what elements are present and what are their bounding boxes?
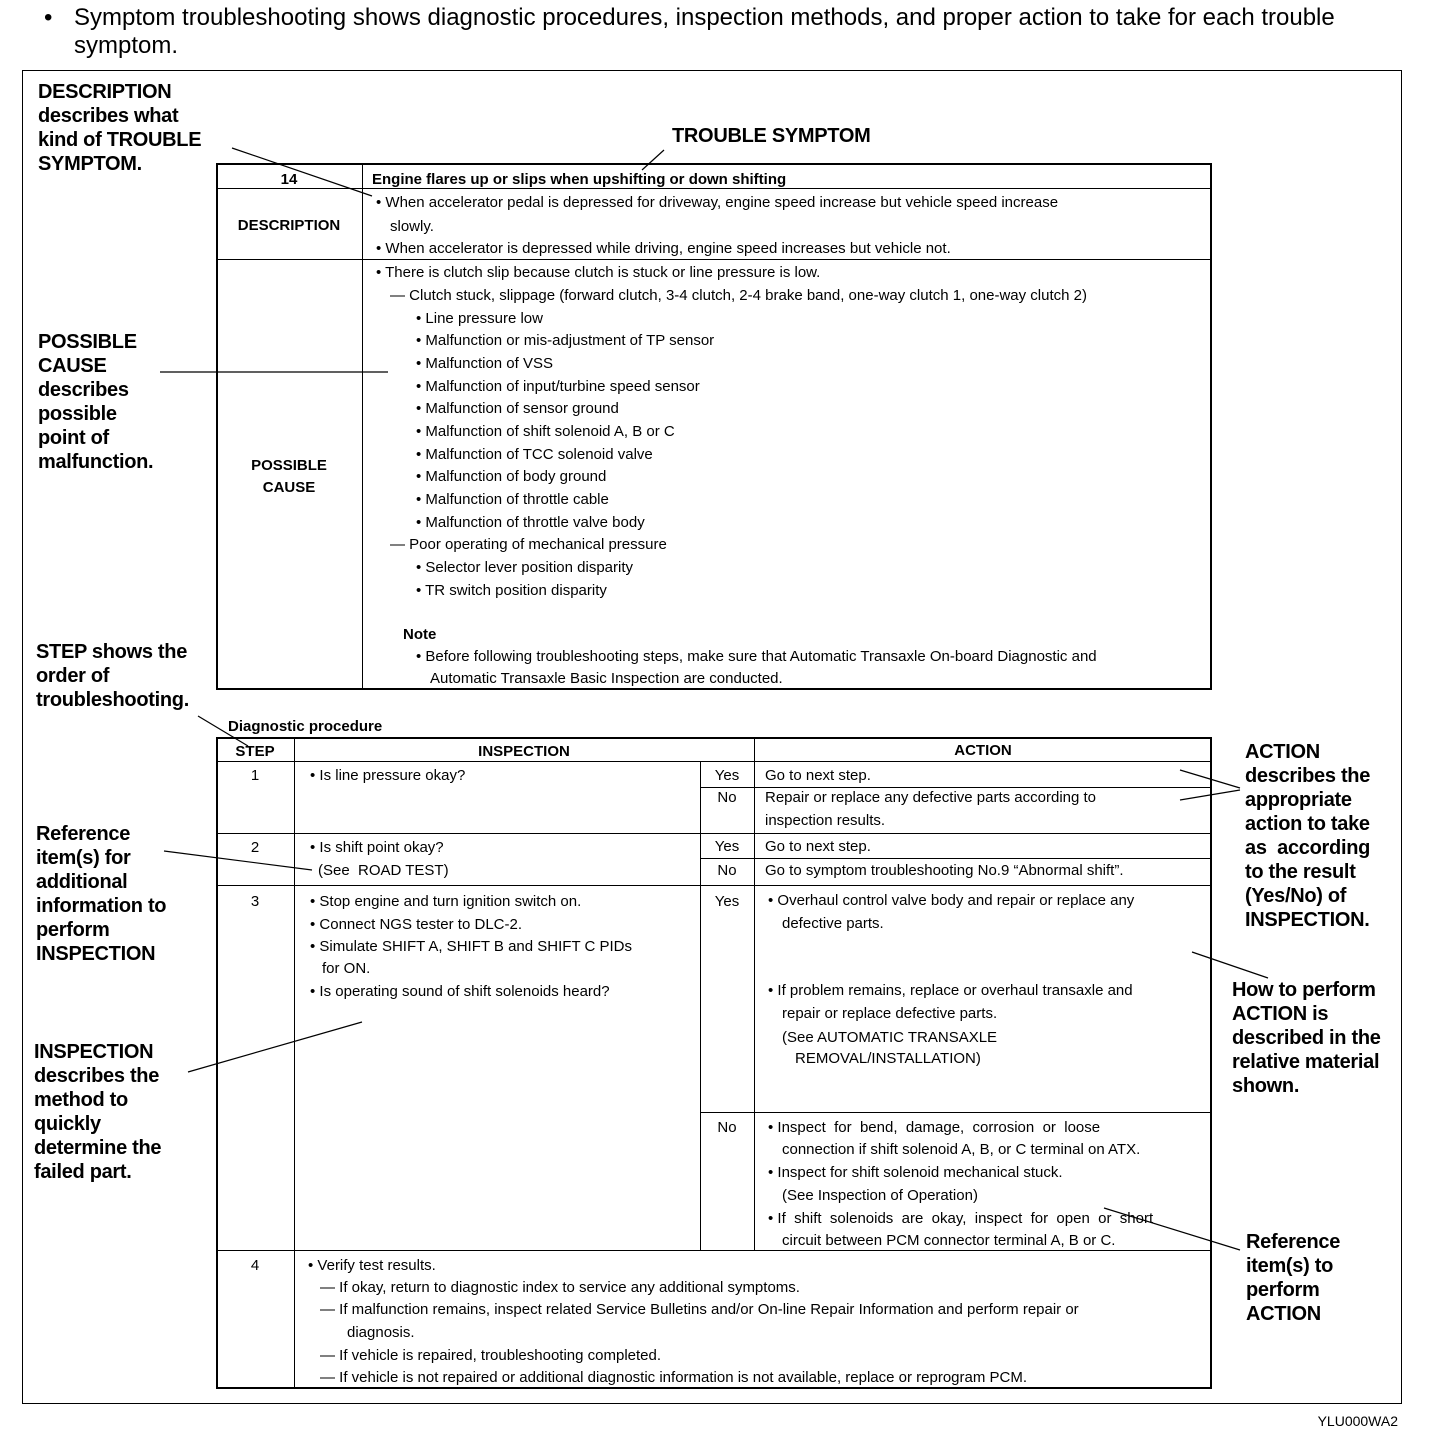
note-line: Automatic Transaxle Basic Inspection are conducted. xyxy=(430,670,783,687)
callout-possible-cause: POSSIBLE CAUSE describes possible point of malfunction. xyxy=(38,331,154,473)
callout-reference-action: Reference item(s) to perform ACTION xyxy=(1246,1231,1341,1325)
cause-item: • Malfunction of TCC solenoid valve xyxy=(416,446,653,463)
inspection-line: • Is operating sound of shift solenoids heard? xyxy=(310,983,610,1000)
description-line: slowly. xyxy=(390,218,434,235)
action-reference: (See Inspection of Operation) xyxy=(782,1187,978,1204)
inspection-line: • Connect NGS tester to DLC-2. xyxy=(310,916,522,933)
action-line: • Overhaul control valve body and repair or replace any xyxy=(768,892,1135,909)
callout-reference-inspection: Reference item(s) for additional information to perform INSPECTION xyxy=(36,823,167,965)
header-step: STEP xyxy=(235,743,275,760)
inspection-line: — If vehicle is repaired, troubleshooting completed. xyxy=(320,1347,662,1364)
no-label: No xyxy=(717,1119,737,1136)
no-label: No xyxy=(717,789,737,806)
action-line: • Inspect for shift solenoid mechanical stuck. xyxy=(768,1164,1063,1181)
callout-action: ACTION describes the appropriate action to take as according to the result (Yes/No) of INSPECTION. xyxy=(1245,741,1371,931)
yes-label: Yes xyxy=(714,893,740,910)
symptom-number: 14 xyxy=(280,171,298,188)
header-inspection: INSPECTION xyxy=(478,743,570,760)
action-line: Repair or replace any defective parts according to xyxy=(765,789,1097,806)
action-line: inspection results. xyxy=(765,812,886,829)
yes-label: Yes xyxy=(714,767,740,784)
description-line: • When accelerator is depressed while driving, engine speed increases but vehicle not. xyxy=(376,240,951,257)
possible-cause-label: POSSIBLE CAUSE xyxy=(251,457,327,496)
cause-item: • Malfunction of body ground xyxy=(416,468,607,485)
inspection-line: • Simulate SHIFT A, SHIFT B and SHIFT C PIDs xyxy=(310,938,633,955)
procedure-title: Diagnostic procedure xyxy=(228,718,383,735)
cause-item: • Malfunction of throttle cable xyxy=(416,491,609,508)
callout-trouble-symptom: TROUBLE SYMPTOM xyxy=(672,125,871,147)
yes-label: Yes xyxy=(714,838,740,855)
inspection-line: • Verify test results. xyxy=(308,1257,436,1274)
action-line: connection if shift solenoid A, B, or C terminal on ATX. xyxy=(782,1141,1141,1158)
cause-item: — Clutch stuck, slippage (forward clutch, 3-4 clutch, 2-4 brake band, one-way clutch 1, one-way clutch 2) xyxy=(390,287,1087,304)
intro-text: Symptom troubleshooting shows diagnostic procedures, inspection methods, and proper action to take for each trouble symptom. xyxy=(74,4,1335,59)
step-number: 4 xyxy=(250,1257,260,1274)
description-line: • When accelerator pedal is depressed for driveway, engine speed increase but vehicle speed increase xyxy=(376,194,1059,211)
inspection-line: • Is line pressure okay? xyxy=(310,767,466,784)
action-reference: REMOVAL/INSTALLATION) xyxy=(795,1050,981,1067)
intro-bullet: • xyxy=(44,4,53,31)
inspection-line: — If okay, return to diagnostic index to service any additional symptoms. xyxy=(320,1279,800,1296)
action-line: Go to next step. xyxy=(765,838,871,855)
cause-item: • TR switch position disparity xyxy=(416,582,607,599)
action-line: • If problem remains, replace or overhaul transaxle and xyxy=(768,982,1133,999)
callout-step: STEP shows the order of troubleshooting. xyxy=(36,641,189,711)
action-line: Go to symptom troubleshooting No.9 “Abnormal shift”. xyxy=(765,862,1124,879)
symptom-title: Engine flares up or slips when upshifting or down shifting xyxy=(372,171,787,188)
cause-item: • Malfunction of input/turbine speed sensor xyxy=(416,378,700,395)
inspection-line: — If malfunction remains, inspect related Service Bulletins and/or On-line Repair Information and perform repair or xyxy=(320,1301,1079,1318)
action-line: defective parts. xyxy=(782,915,884,932)
callout-description: DESCRIPTION describes what kind of TROUBLE SYMPTOM. xyxy=(38,81,202,175)
cause-item: • There is clutch slip because clutch is stuck or line pressure is low. xyxy=(376,264,821,281)
action-line: • If shift solenoids are okay, inspect for open or short xyxy=(768,1210,1154,1227)
action-line: repair or replace defective parts. xyxy=(782,1005,998,1022)
header-action: ACTION xyxy=(954,742,1012,759)
step-number: 2 xyxy=(250,839,260,856)
cause-item: • Selector lever position disparity xyxy=(416,559,634,576)
note-label: Note xyxy=(403,626,437,643)
inspection-line: — If vehicle is not repaired or additional diagnostic information is not available, replace or reprogram PCM. xyxy=(320,1369,1028,1386)
inspection-reference: (See ROAD TEST) xyxy=(318,862,449,879)
description-label: DESCRIPTION xyxy=(237,217,341,234)
note-line: • Before following troubleshooting steps, make sure that Automatic Transaxle On-board Diagnostic and xyxy=(416,648,1097,665)
action-line: • Inspect for bend, damage, corrosion or loose xyxy=(768,1119,1101,1136)
cause-item: • Malfunction or mis-adjustment of TP sensor xyxy=(416,332,715,349)
cause-item: • Malfunction of VSS xyxy=(416,355,553,372)
inspection-line: • Is shift point okay? xyxy=(310,839,444,856)
step-number: 3 xyxy=(250,893,260,910)
cause-item: • Malfunction of shift solenoid A, B or C xyxy=(416,423,675,440)
cause-item: • Malfunction of throttle valve body xyxy=(416,514,645,531)
inspection-line: • Stop engine and turn ignition switch on. xyxy=(310,893,582,910)
action-line: Go to next step. xyxy=(765,767,871,784)
action-line: circuit between PCM connector terminal A, B or C. xyxy=(782,1232,1116,1249)
no-label: No xyxy=(717,862,737,879)
callout-how-to-perform: How to perform ACTION is described in the relative material shown. xyxy=(1232,979,1381,1097)
step-number: 1 xyxy=(250,767,260,784)
inspection-line: for ON. xyxy=(322,960,371,977)
callout-inspection: INSPECTION describes the method to quickly determine the failed part. xyxy=(34,1041,162,1183)
figure-id: YLU000WA2 xyxy=(1317,1413,1398,1429)
inspection-line: diagnosis. xyxy=(347,1324,415,1341)
action-reference: (See AUTOMATIC TRANSAXLE xyxy=(782,1029,998,1046)
cause-item: — Poor operating of mechanical pressure xyxy=(390,536,667,553)
cause-item: • Malfunction of sensor ground xyxy=(416,400,619,417)
cause-item: • Line pressure low xyxy=(416,310,543,327)
